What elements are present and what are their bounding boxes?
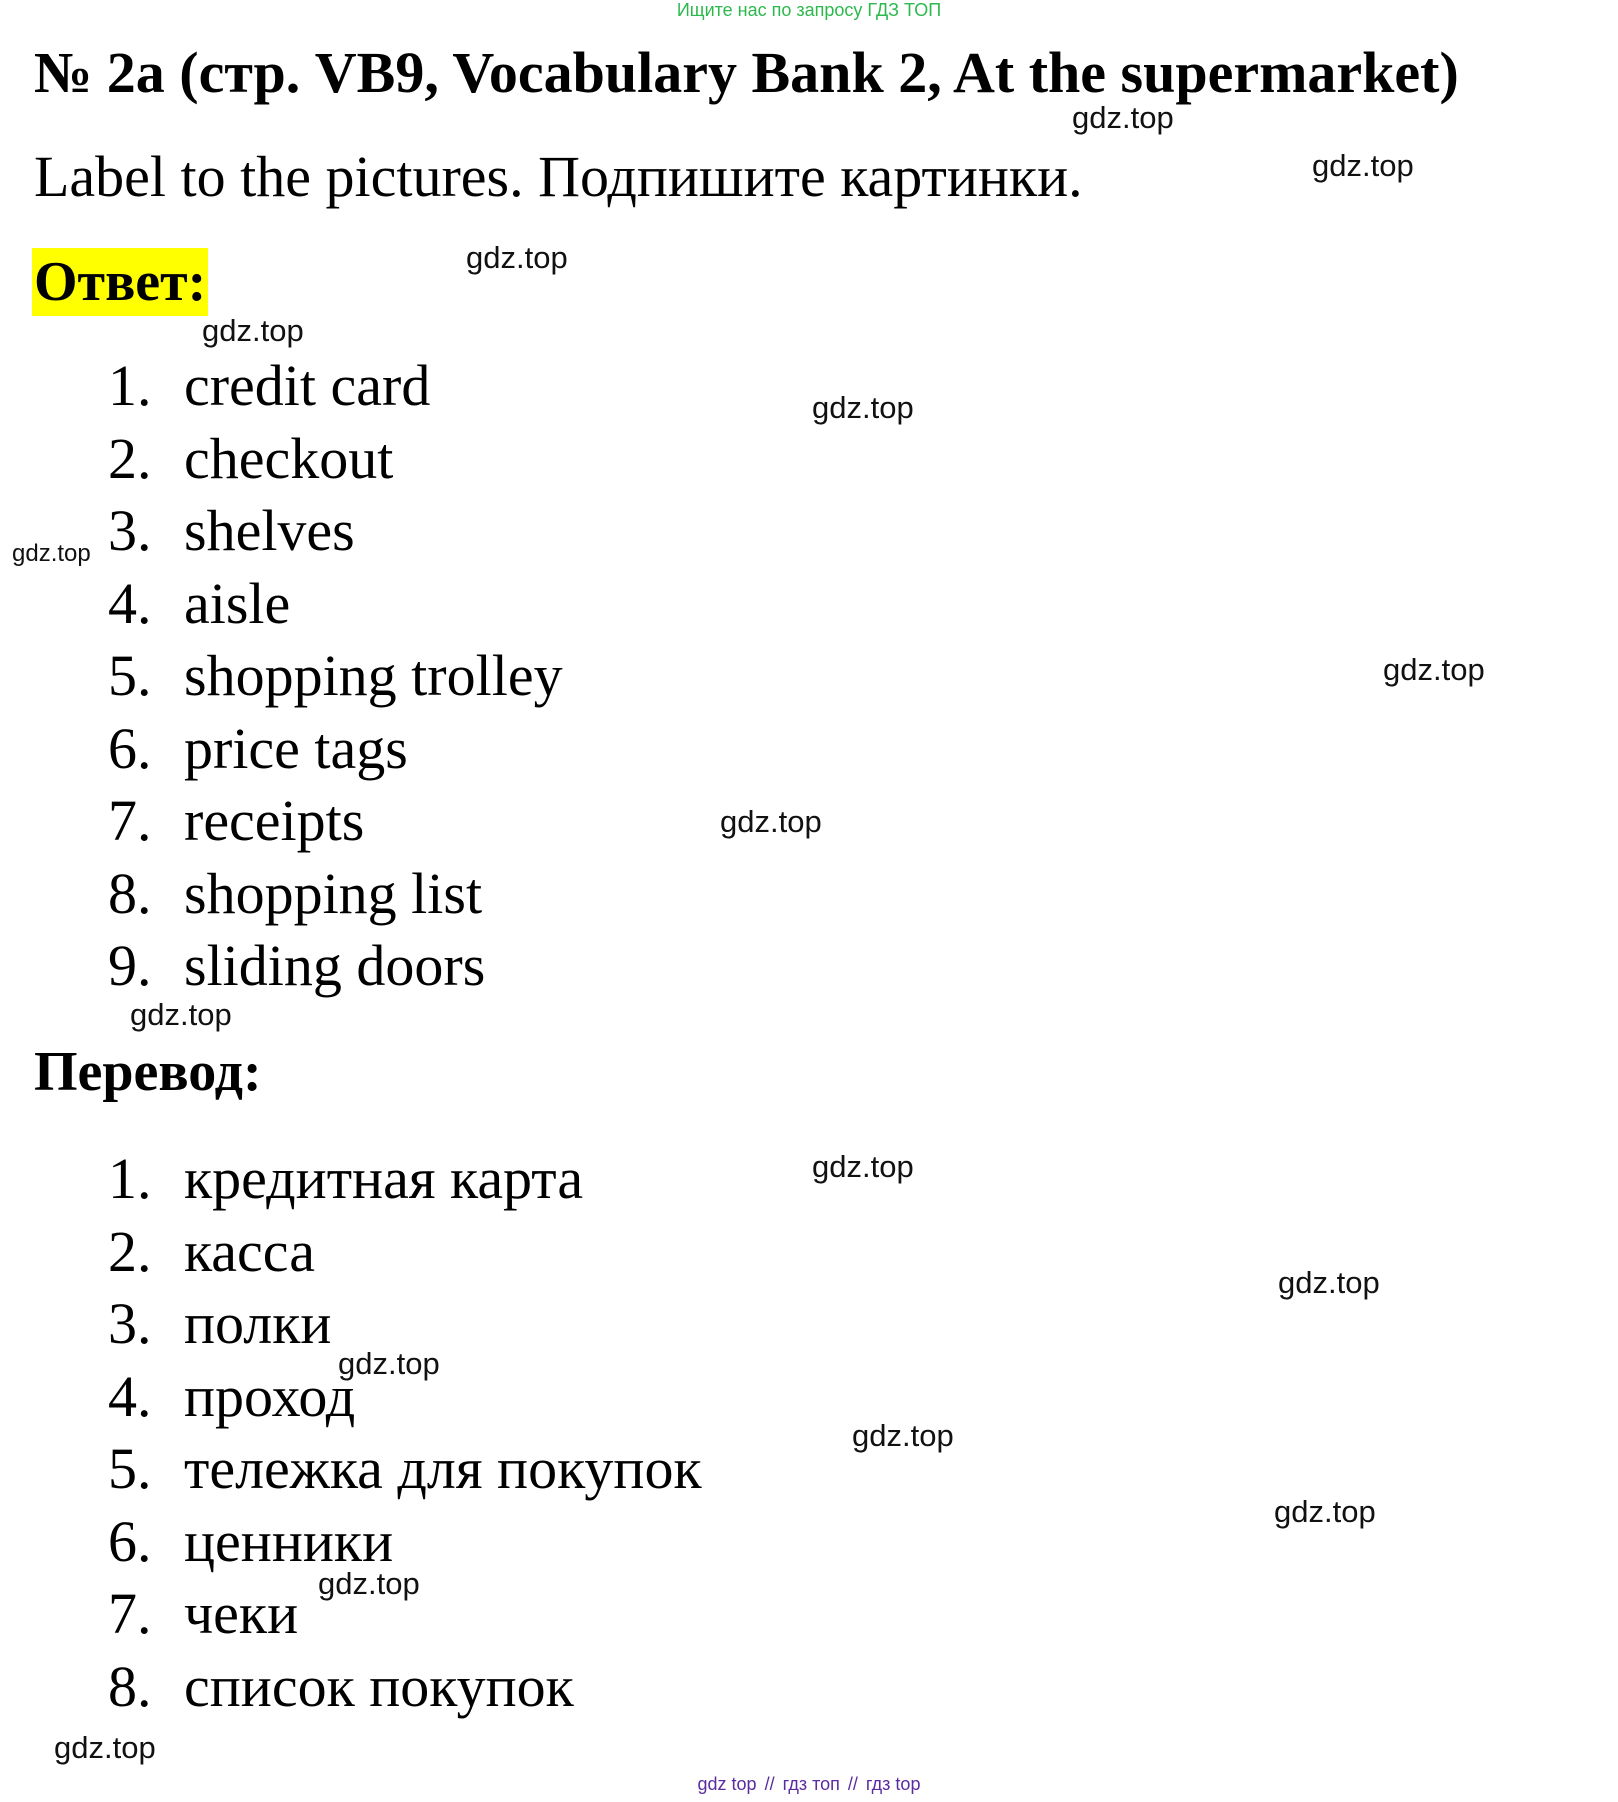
item-number: 5. (108, 643, 152, 708)
item-number: 8. (108, 860, 152, 926)
watermark: gdz.top (1383, 652, 1485, 687)
footer-link[interactable]: gdz top (697, 1774, 757, 1794)
item-text: касса (184, 1218, 315, 1284)
item-number: 8. (108, 1653, 152, 1719)
watermark: gdz.top (338, 1346, 440, 1381)
item-text: credit card (184, 353, 431, 418)
list-item (108, 785, 563, 858)
list-item (108, 858, 563, 931)
item-number: 1. (108, 353, 152, 418)
watermark: gdz.top (720, 804, 822, 839)
item-text: ценники (184, 1508, 394, 1574)
page-title: № 2a (стр. VB9, Vocabulary Bank 2, At the supermarket) (34, 40, 1459, 105)
item-number: 7. (108, 788, 152, 853)
item-text: полки (184, 1291, 332, 1356)
item-number: 1. (108, 1146, 152, 1211)
top-banner: Ищите нас по запросу ГДЗ ТОП (676, 0, 942, 20)
footer-links (0, 1774, 1618, 1795)
list-item (108, 1433, 702, 1506)
item-number: 9. (108, 933, 152, 998)
list-item (108, 350, 563, 423)
item-number: 2. (108, 1218, 152, 1284)
watermark: gdz.top (12, 540, 91, 567)
watermark: gdz.top (1278, 1265, 1380, 1300)
item-text: aisle (184, 570, 291, 636)
watermark: gdz.top (202, 313, 304, 348)
translation-heading: Перевод: (34, 1041, 262, 1103)
item-text: проход (184, 1363, 356, 1429)
item-number: 7. (108, 1581, 152, 1646)
watermark: gdz.top (466, 240, 568, 275)
footer-separator: // (764, 1774, 775, 1794)
list-item (108, 930, 563, 1003)
item-text: receipts (184, 788, 365, 853)
watermark: gdz.top (1274, 1494, 1376, 1529)
item-text: checkout (184, 425, 394, 491)
item-number: 6. (108, 715, 152, 781)
item-text: тележка для покупок (184, 1436, 702, 1501)
watermark: gdz.top (852, 1418, 954, 1453)
item-text: price tags (184, 715, 408, 781)
watermark: gdz.top (812, 1149, 914, 1184)
item-text: shelves (184, 498, 355, 563)
item-text: чеки (184, 1581, 299, 1646)
translation-list (108, 1143, 702, 1723)
watermark: gdz.top (1312, 148, 1414, 183)
footer-separator: // (847, 1774, 858, 1794)
item-number: 3. (108, 498, 152, 563)
watermark: gdz.top (318, 1566, 420, 1601)
item-number: 5. (108, 1436, 152, 1501)
item-number: 2. (108, 425, 152, 491)
list-item (108, 495, 563, 568)
item-text: список покупок (184, 1653, 574, 1719)
watermark: gdz.top (130, 997, 232, 1032)
item-text: shopping list (184, 860, 483, 926)
footer-link[interactable]: гдз топ (782, 1774, 840, 1794)
answer-heading: Ответ: (32, 248, 208, 316)
list-item (108, 1143, 702, 1216)
footer-link[interactable]: гдз top (865, 1774, 921, 1794)
watermark: gdz.top (812, 390, 914, 425)
item-number: 4. (108, 1363, 152, 1429)
item-number: 6. (108, 1508, 152, 1574)
watermark: gdz.top (54, 1730, 156, 1765)
list-item (108, 423, 563, 496)
list-item (108, 713, 563, 786)
list-item (108, 640, 563, 713)
item-number: 3. (108, 1291, 152, 1356)
item-text: sliding doors (184, 933, 486, 998)
watermark: gdz.top (1072, 100, 1174, 135)
list-item (108, 1216, 702, 1289)
item-text: кредитная карта (184, 1146, 584, 1211)
item-number: 4. (108, 570, 152, 636)
list-item (108, 568, 563, 641)
list-item (108, 1651, 702, 1724)
task-instruction: Label to the pictures. Подпишите картинки. (34, 144, 1083, 209)
item-text: shopping trolley (184, 643, 563, 708)
answer-list (108, 350, 563, 1003)
